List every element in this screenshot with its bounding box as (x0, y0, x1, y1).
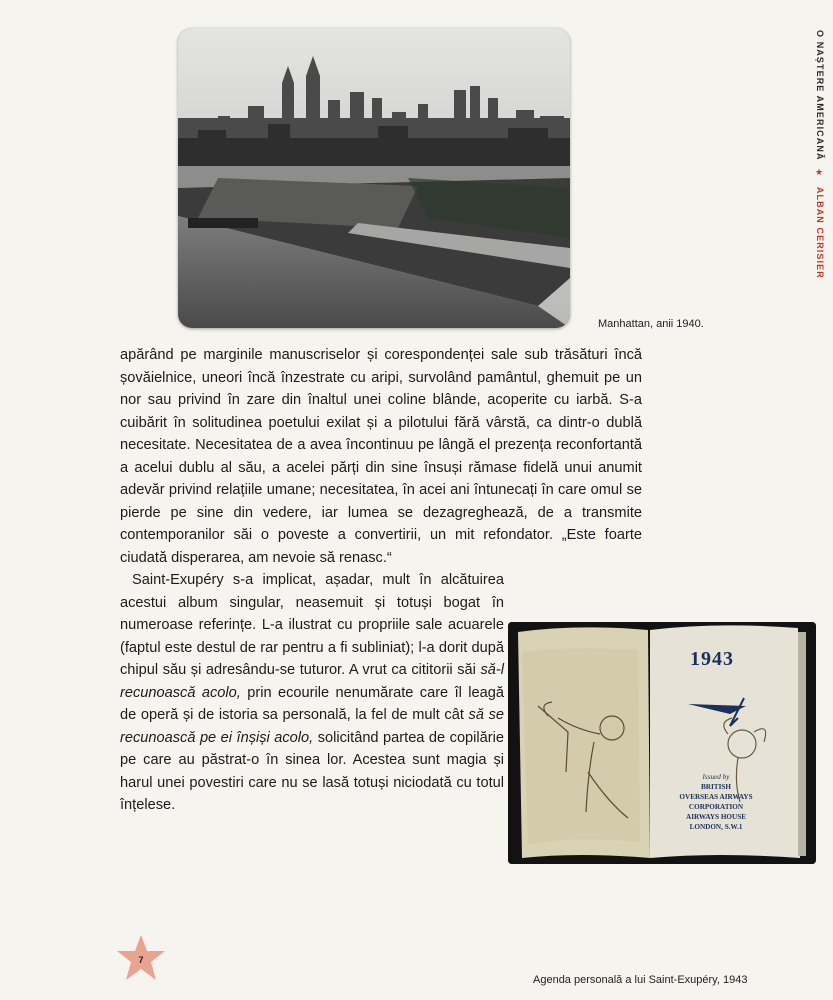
notebook-caption: Agenda personală a lui Saint-Exupéry, 1943 (533, 974, 748, 986)
manhattan-photo (178, 28, 570, 328)
running-header-author: ALBAN CERISIER (815, 186, 825, 279)
notebook-issuer: Issued by BRITISH OVERSEAS AIRWAYS CORPORATION AIRWAYS HOUSE LONDON, S.W.1 (679, 773, 753, 831)
star-icon: ★ (815, 168, 825, 180)
notebook-photo (508, 622, 816, 864)
paragraph: apărând pe marginile manuscriselor și corespondenței sale sub trăsături încă șovăielnice, uneori încă înzestrate cu aripi, survolând pamântul, ghemuit pe un nor sau privind în zare din înaltul unei coline blânde, acoperite cu iarbă. S-a cuibărit în solitudinea poetului exilat și a pilotului fără vârstă, ca dintr-o dublă necesitate. Necesitatea de a avea încontinuu pe lângă el prezența reconfortantă a acelui dublu al său, a acelei părți din sine însuși rămase fidelă unui anumit adevăr privind relațiile umane; necesitatea, în acei ani întunecați în care omul se pierde pe sine din vedere, iar lumea se dezagreghează, de a transmite contemporanilor săi o poveste a convertirii, un mit refondator. „Este foarte ciudată disperarea, am nevoie să renasc.“ (120, 347, 642, 566)
manhattan-caption: Manhattan, anii 1940. (598, 318, 704, 330)
running-header (815, 30, 825, 279)
page-number: 7 (138, 955, 144, 965)
paragraph: Saint-Exupéry s-a implicat, așadar, mult în alcătuirea acestui album singular, neasemuit și totuși bogat în numeroase referințe. L-a ilustrat cu propriile sale acuarele (faptul este destul de rar pentru a fi subliniat); l-a dorit după chipul său și adresându-se tuturor. A vrut ca cititorii săi să-l recunoască acolo, prin ecourile nenumărate care îl leagă de operă și de istoria sa personală, la fel de mult cât să se recunoască pe ei înșiși acolo, solicitând partea de copilărie pe care au păstrat-o în sinea lor. Acestea sunt magia și harul unei povestiri care nu se lasă totuși niciodată cu totul înțelese. (120, 572, 504, 813)
running-header-section: O NAȘTERE AMERICANĂ (815, 30, 825, 161)
notebook-year: 1943 (690, 648, 734, 670)
